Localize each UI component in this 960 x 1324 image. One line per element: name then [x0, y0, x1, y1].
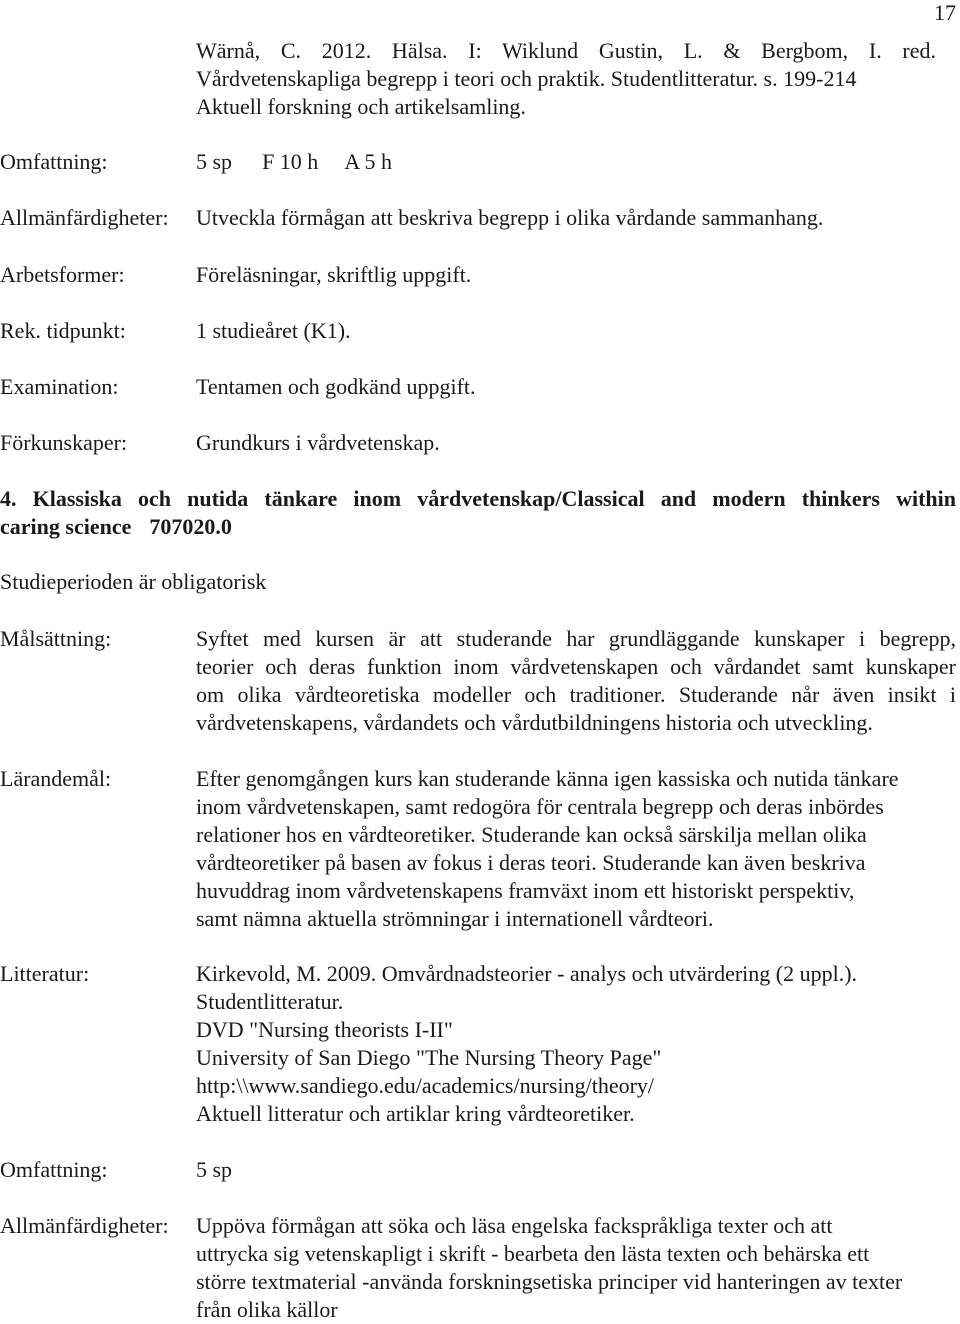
- recommended-time-label: Rek. tidpunkt:: [0, 318, 126, 343]
- literature-value: [196, 960, 956, 1128]
- aim-label: Målsättning:: [0, 626, 112, 651]
- compulsory-note: Studieperioden är obligatorisk: [0, 569, 267, 594]
- scope-value: [196, 148, 956, 176]
- reference-block: [196, 37, 936, 121]
- learning-outcomes-line: relationer hos en vårdteoretiker. Studerande kan också särskilja mellan olika: [196, 822, 867, 847]
- general-skills-line: uttrycka sig vetenskapligt i skrift - bearbeta den lästa texten och behärska ett: [196, 1241, 870, 1266]
- aim-line: Syftet med kursen är att studerande har grundläggande kunskaper i begrepp,: [196, 626, 956, 651]
- general-skills-label: Allmänfärdigheter:: [0, 1213, 169, 1238]
- learning-outcomes-line: Efter genomgången kurs kan studerande känna igen kassiska och nutida tänkare: [196, 766, 899, 791]
- scope-label: Omfattning:: [0, 149, 108, 174]
- course-heading: [0, 485, 956, 541]
- aim-line: teorier och deras funktion inom vårdvetenskapen och vårdandet samt kunskaper: [196, 654, 956, 679]
- reference-line: Wärnå, C. 2012. Hälsa. I: Wiklund Gustin, L. & Bergbom, I. red.: [196, 38, 936, 63]
- examination-label: Examination:: [0, 374, 119, 399]
- learning-outcomes-label: Lärandemål:: [0, 766, 112, 791]
- literature-url: http:\\www.sandiego.edu/academics/nursing/theory/: [196, 1073, 655, 1098]
- literature-line: Kirkevold, M. 2009. Omvårdnadsteorier - analys och utvärdering (2 uppl.).: [196, 961, 858, 986]
- prerequisites-value: Grundkurs i vårdvetenskap.: [196, 430, 440, 455]
- general-skills-line: från olika källor: [196, 1297, 338, 1322]
- reference-line: Vårdvetenskapliga begrepp i teori och praktik. Studentlitteratur. s. 199-214: [196, 66, 857, 91]
- literature-label: Litteratur:: [0, 961, 90, 986]
- course-heading-line2: [0, 513, 956, 541]
- general-skills-line: större textmaterial -använda forskningsetiska principer vid hanteringen av texter: [196, 1269, 903, 1294]
- scope-other: A 5 h: [344, 149, 392, 174]
- work-forms-label: Arbetsformer:: [0, 262, 125, 287]
- reference-line: Aktuell forskning och artikelsamling.: [196, 94, 526, 119]
- page-number: 17: [934, 0, 956, 25]
- literature-line: Aktuell litteratur och artiklar kring vårdteoretiker.: [196, 1101, 635, 1126]
- general-skills-value: [196, 1212, 956, 1324]
- scope-lectures: F 10 h: [262, 149, 319, 174]
- general-skills-label: Allmänfärdigheter:: [0, 205, 169, 230]
- examination-value: Tentamen och godkänd uppgift.: [196, 374, 476, 399]
- work-forms-value: Föreläsningar, skriftlig uppgift.: [196, 262, 472, 287]
- general-skills-value: Utveckla förmågan att beskriva begrepp i olika vårdande sammanhang.: [196, 205, 824, 230]
- learning-outcomes-line: huvuddrag inom vårdvetenskapens framväxt inom ett historiskt perspektiv,: [196, 878, 855, 903]
- scope-credits: 5 sp: [196, 149, 233, 174]
- scope-value: 5 sp: [196, 1157, 233, 1182]
- prerequisites-label: Förkunskaper:: [0, 430, 128, 455]
- literature-line: DVD "Nursing theorists I-II": [196, 1017, 453, 1042]
- literature-line: University of San Diego "The Nursing Theory Page": [196, 1045, 662, 1070]
- learning-outcomes-line: inom vårdvetenskapen, samt redogöra för centrala begrepp och deras inbördes: [196, 794, 884, 819]
- course-heading-line1: 4. Klassiska och nutida tänkare inom vårdvetenskap/Classical and modern thinkers within: [0, 486, 956, 511]
- general-skills-line: Uppöva förmågan att söka och läsa engelska fackspråkliga texter och att: [196, 1213, 833, 1238]
- course-heading-title-end: caring science: [0, 514, 132, 539]
- learning-outcomes-value: [196, 765, 956, 933]
- aim-line: om olika vårdteoretiska modeller och traditioner. Studerande når även insikt i: [196, 682, 956, 707]
- aim-line: vårdvetenskapens, vårdandets och vårdutbildningens historia och utveckling.: [196, 710, 873, 735]
- learning-outcomes-line: vårdteoretiker på basen av fokus i deras teori. Studerande kan även beskriva: [196, 850, 866, 875]
- learning-outcomes-line: samt nämna aktuella strömningar i internationell vårdteori.: [196, 906, 714, 931]
- recommended-time-value: 1 studieåret (K1).: [196, 318, 351, 343]
- literature-line: Studentlitteratur.: [196, 989, 344, 1014]
- scope-label: Omfattning:: [0, 1157, 108, 1182]
- course-code: 707020.0: [149, 514, 232, 539]
- aim-value: [196, 625, 956, 737]
